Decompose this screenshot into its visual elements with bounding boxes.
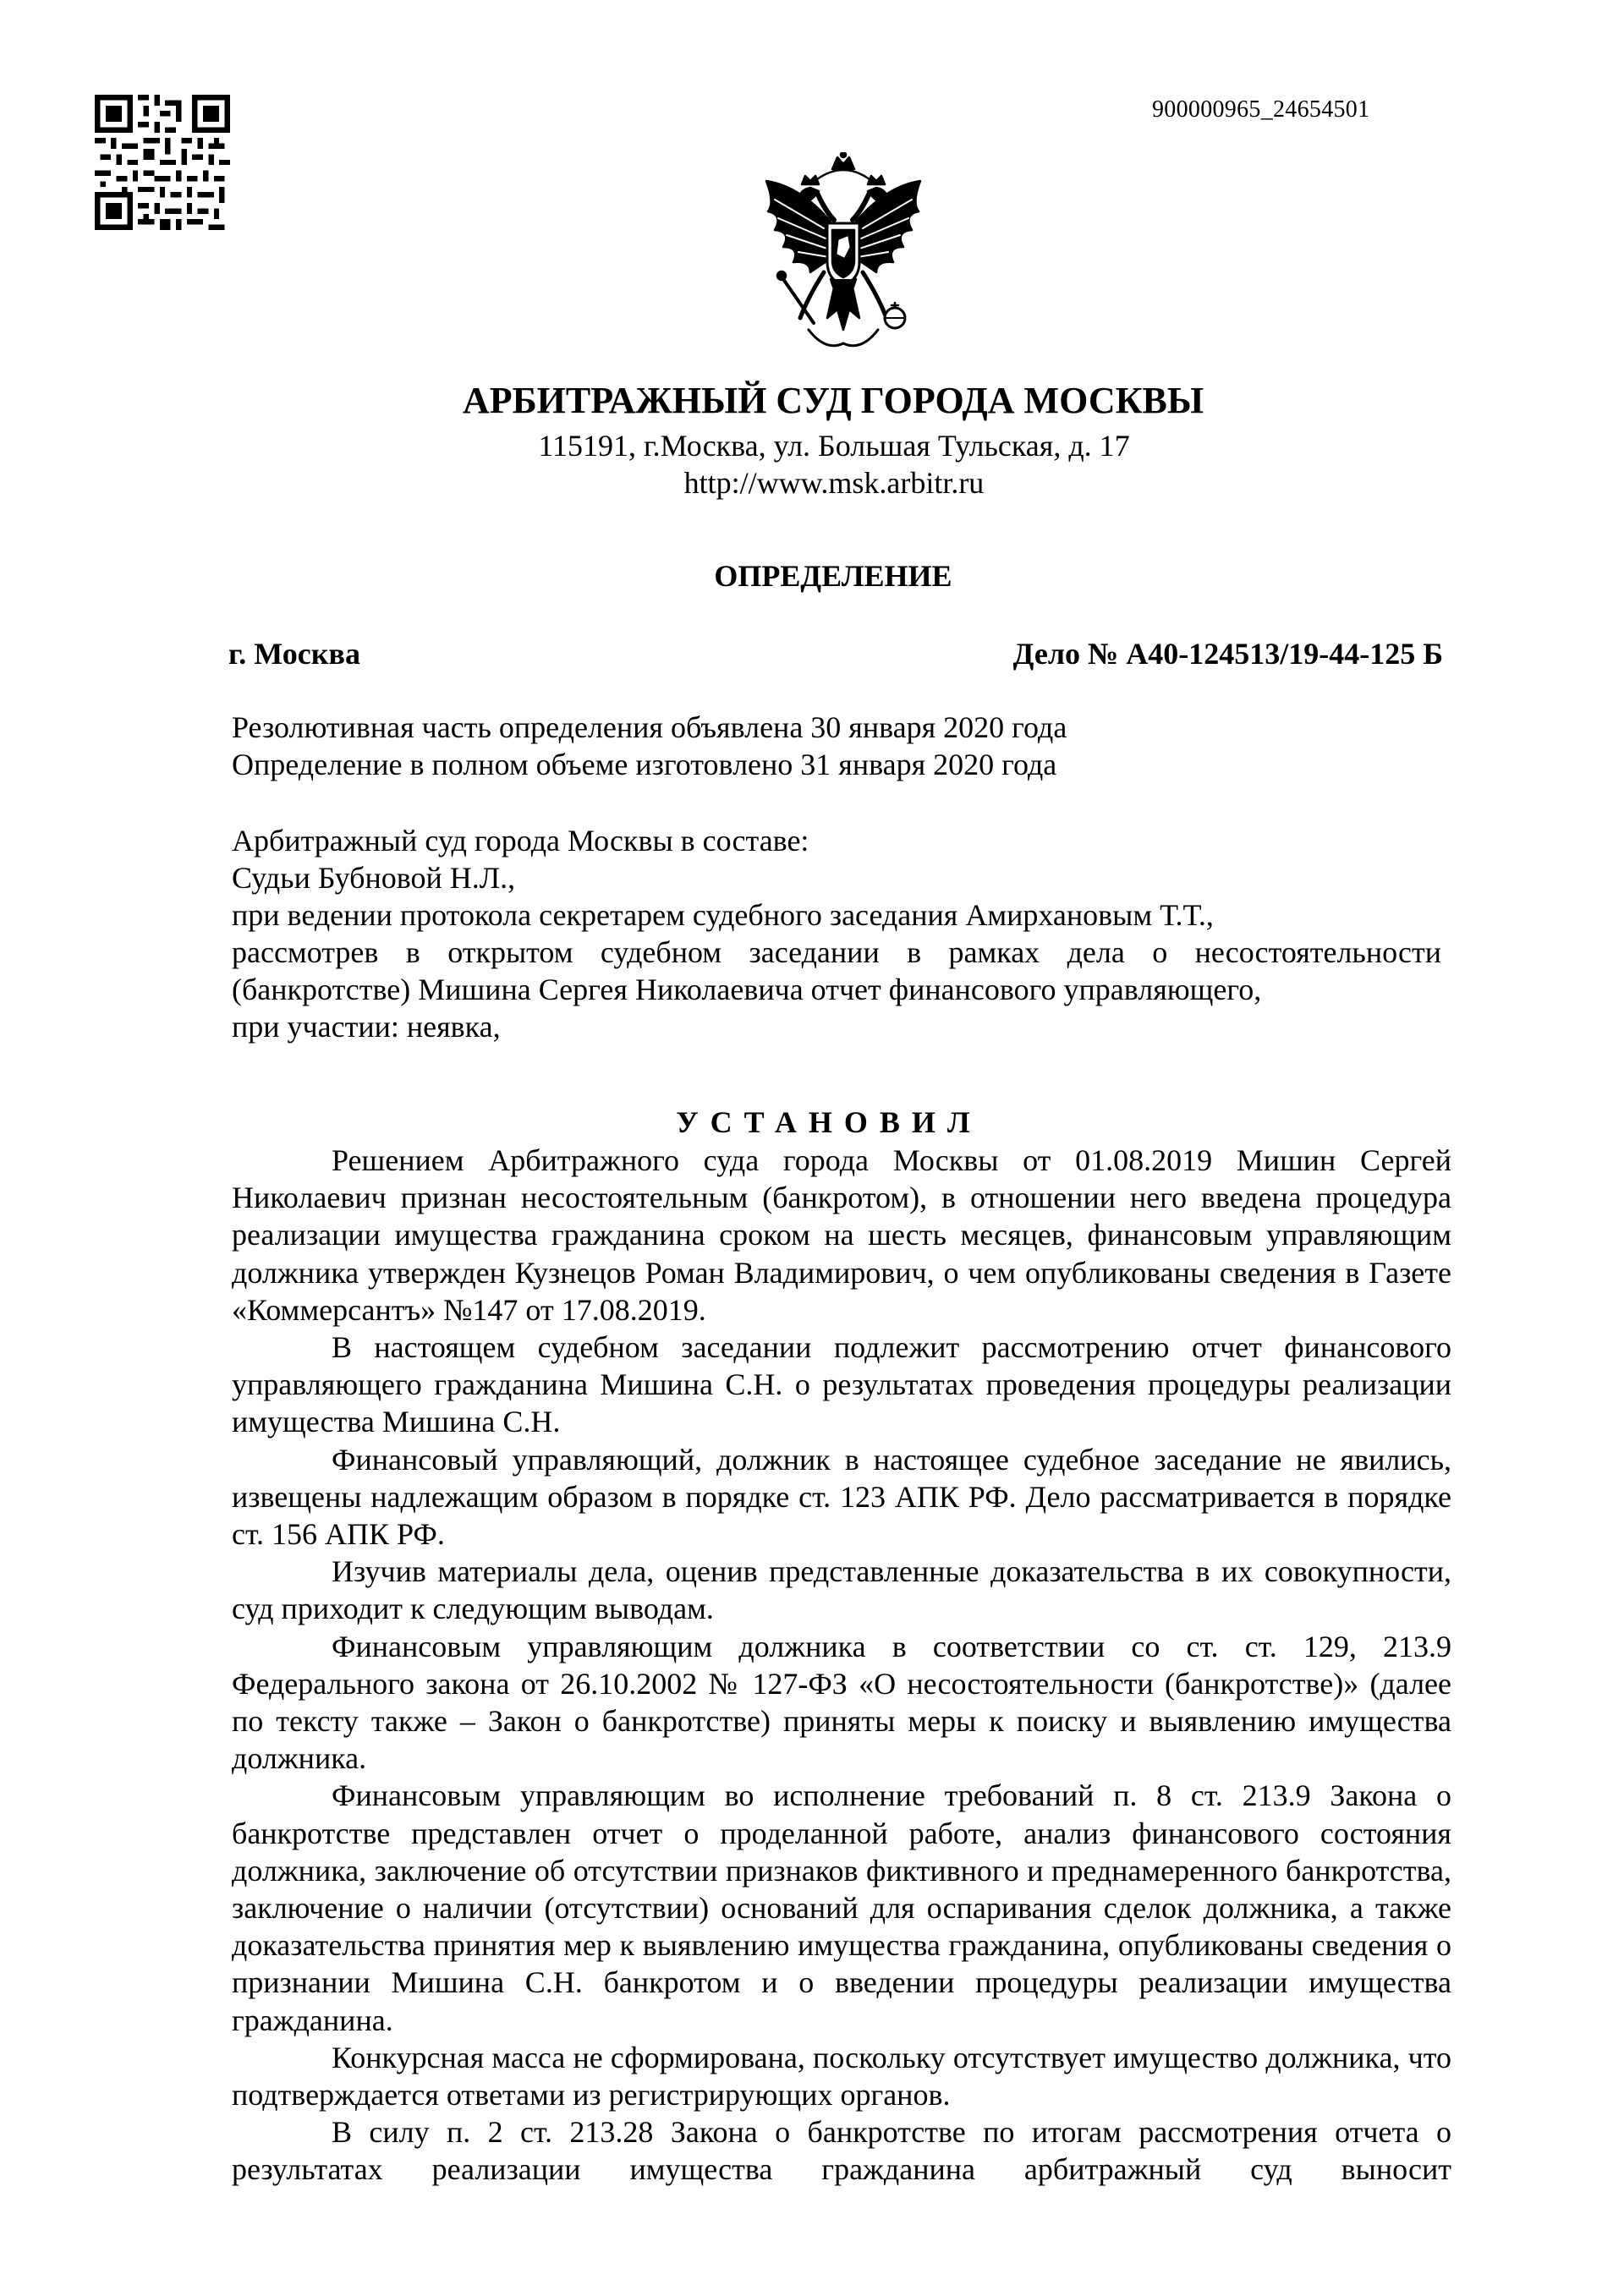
coat-of-arms-icon (749, 152, 937, 359)
document-dates (232, 709, 1441, 783)
paragraph: Решением Арбитражного суда города Москвы от 01.08.2019 Мишин Сергей Николаевич признан несостоятельным (банкротом), в отношении него введена процедура реализации имущества гражданина сроком на шесть месяцев, финансовым управляющим должника утвержден Кузнецов Роман Владимирович, о чем опубликованы сведения в Газете «Коммерсантъ» №147 от 17.08.2019. (232, 1143, 1451, 1327)
court-name: АРБИТРАЖНЫЙ СУД ГОРОДА МОСКВЫ (462, 380, 1204, 421)
document-id: 900000965_24654501 (1152, 96, 1370, 123)
paragraph: Финансовый управляющий, должник в настоящее судебное заседание не явились, извещены надлежащим образом в порядке ст. 123 АПК РФ. Дело рассматривается в порядке ст. 156 АПК РФ. (232, 1442, 1451, 1552)
paragraph: Финансовым управляющим должника в соответствии со ст. ст. 129, 213.9 Федерального закона от 26.10.2002 № 127-ФЗ «О несостоятельности (банкротстве)» (далее по тексту также – Закон о банкротстве) приняты меры к поиску и выявлению имущества должника. (232, 1629, 1451, 1776)
attendance-line: при участии: неявка, (232, 1010, 501, 1044)
paragraph: Конкурсная масса не сформирована, поскольку отсутствует имущество должника, что подтверждается ответами из регистрирующих органов. (232, 2040, 1451, 2112)
secretary-line: при ведении протокола секретарем судебного заседания Амирхановым Т.Т., (232, 898, 1214, 932)
document-city: г. Москва (228, 637, 360, 671)
section-title-established: УСТАНОВИЛ (676, 1105, 982, 1139)
document-body (232, 1142, 1451, 2189)
composition-line: Арбитражный суд города Москвы в составе: (232, 824, 809, 858)
paragraph: Финансовым управляющим во исполнение требований п. 8 ст. 213.9 Закона о банкротстве представлен отчет о проделанной работе, анализ финансового состояния должника, заключение об отсутствии признаков фиктивного и преднамеренного банкротства, заключение о наличии (отсутствии) оснований для оспаривания сделок должника, а также доказательства принятия мер к выявлению имущества гражданина, опубликованы сведения о признании Мишина С.Н. банкротом и о введении процедуры реализации имущества гражданина. (232, 1778, 1451, 2037)
judge-line: Судьи Бубновой Н.Л., (232, 861, 516, 895)
paragraph: Изучив материалы дела, оценив представленные доказательства в их совокупности, суд приходит к следующим выводам. (232, 1554, 1451, 1626)
court-url: http://www.msk.arbitr.ru (683, 466, 985, 500)
document-type-heading: ОПРЕДЕЛЕНИЕ (714, 559, 952, 593)
paragraph: В настоящем судебном заседании подлежит рассмотрению отчет финансового управляющего гражданина Мишина С.Н. о результатах проведения процедуры реализации имущества Мишина С.Н. (232, 1330, 1451, 1439)
court-composition (232, 822, 1441, 1045)
court-address: 115191, г.Москва, ул. Большая Тульская, д. 17 (538, 429, 1130, 463)
debtor-line: (банкротстве) Мишина Сергея Николаевича отчет финансового управляющего, (232, 973, 1262, 1006)
resolution-date-line: Резолютивная часть определения объявлена 30 января 2020 года (232, 710, 1067, 744)
case-number: Дело № А40-124513/19-44-125 Б (1012, 637, 1443, 671)
paragraph: В силу п. 2 ст. 213.28 Закона о банкротстве по итогам рассмотрения отчета о результатах реализации имущества гражданина арбитражный суд выносит (232, 2115, 1451, 2187)
full-text-date-line: Определение в полном объеме изготовлено 31 января 2020 года (232, 748, 1057, 781)
hearing-line: рассмотрев в открытом судебном заседании в рамках дела о несостоятельности (232, 935, 1441, 969)
qr-code-icon (95, 95, 230, 230)
